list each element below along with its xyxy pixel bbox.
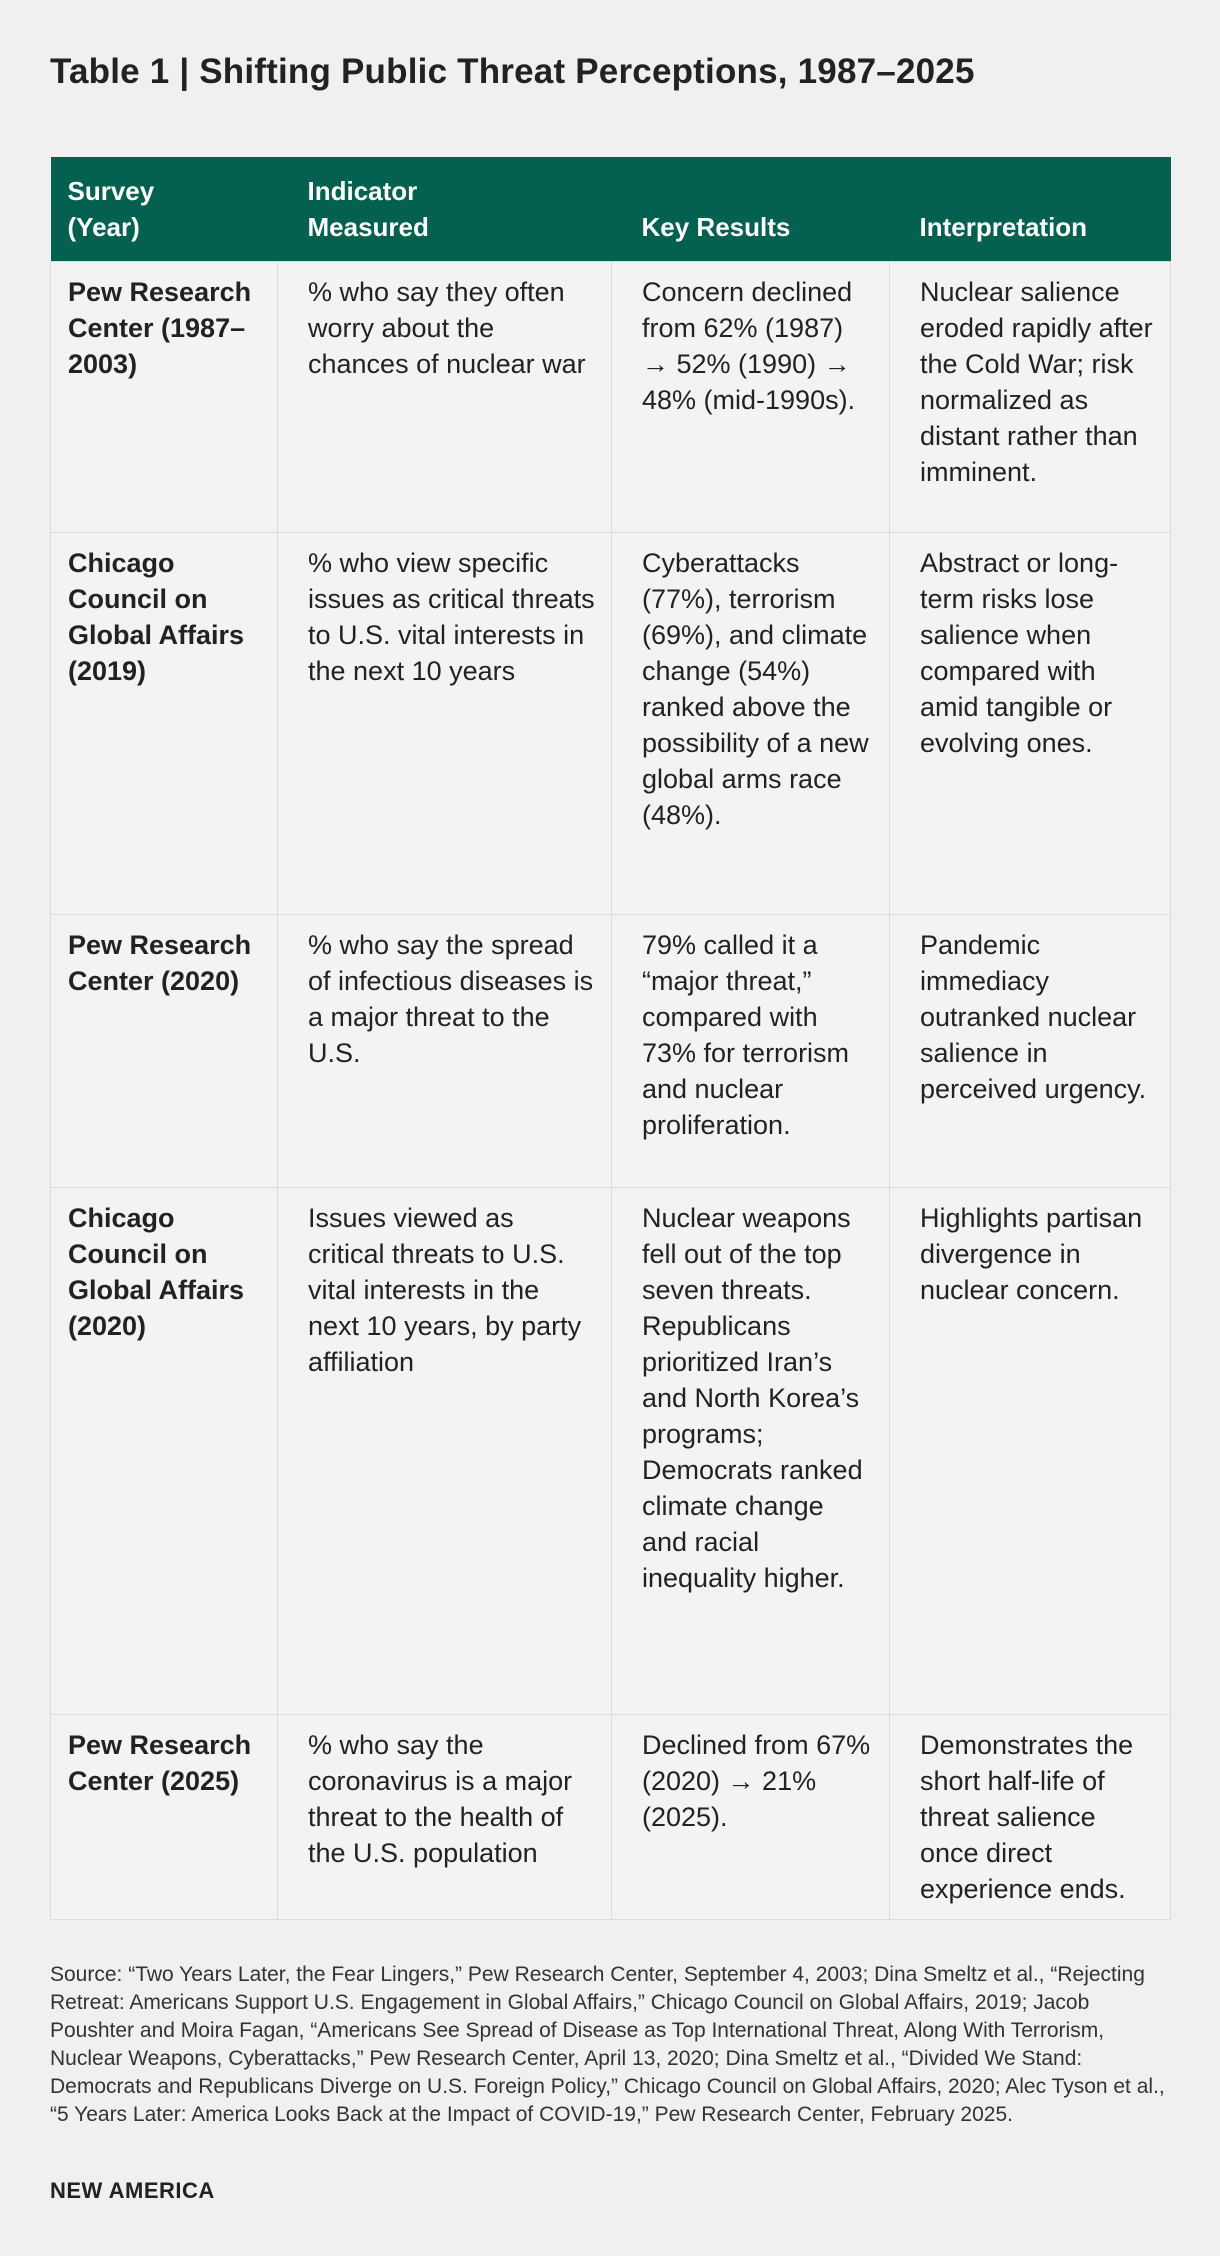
cell-results: Concern declined from 62% (1987) → 52% (1990) → 48% (mid-1990s). <box>612 261 890 532</box>
cell-indicator: % who view specific issues as critical threats to U.S. vital interests in the next 10 years <box>278 532 612 914</box>
header-indicator-measured: Indicator Measured <box>278 157 612 261</box>
cell-results: Nuclear weapons fell out of the top seven threats. Republicans prioritized Iran’s and North Korea’s programs; Democrats ranked climate change and racial inequality higher. <box>612 1187 890 1714</box>
table-row <box>51 532 1171 914</box>
cell-survey: Chicago Council on Global Affairs (2019) <box>51 532 278 914</box>
header-key-results: Key Results <box>612 157 890 261</box>
cell-survey: Pew Research Center (2025) <box>51 1714 278 1919</box>
threat-perceptions-table <box>50 157 1171 1920</box>
table-row <box>51 914 1171 1187</box>
cell-indicator: % who say the spread of infectious diseases is a major threat to the U.S. <box>278 914 612 1187</box>
cell-interpretation: Highlights partisan divergence in nuclear concern. <box>890 1187 1171 1714</box>
table-header <box>51 157 1171 261</box>
table-row <box>51 261 1171 532</box>
cell-interpretation: Pandemic immediacy outranked nuclear salience in perceived urgency. <box>890 914 1171 1187</box>
cell-indicator: % who say the coronavirus is a major threat to the health of the U.S. population <box>278 1714 612 1919</box>
cell-indicator: % who say they often worry about the chances of nuclear war <box>278 261 612 532</box>
table-title: Table 1 | Shifting Public Threat Perceptions, 1987–2025 <box>50 52 975 91</box>
table-row <box>51 1714 1171 1919</box>
cell-results: Declined from 67% (2020) → 21% (2025). <box>612 1714 890 1919</box>
cell-interpretation: Nuclear salience eroded rapidly after the Cold War; risk normalized as distant rather than imminent. <box>890 261 1171 532</box>
cell-results: Cyberattacks (77%), terrorism (69%), and climate change (54%) ranked above the possibility of a new global arms race (48%). <box>612 532 890 914</box>
table-body <box>51 261 1171 1919</box>
table-row <box>51 1187 1171 1714</box>
header-survey-year: Survey (Year) <box>51 157 278 261</box>
brand-wordmark: NEW AMERICA <box>50 2178 215 2203</box>
cell-survey: Pew Research Center (2020) <box>51 914 278 1187</box>
cell-interpretation: Abstract or long-term risks lose salience when compared with amid tangible or evolving ones. <box>890 532 1171 914</box>
cell-indicator: Issues viewed as critical threats to U.S. vital interests in the next 10 years, by party affiliation <box>278 1187 612 1714</box>
cell-interpretation: Demonstrates the short half-life of threat salience once direct experience ends. <box>890 1714 1171 1919</box>
header-interpretation: Interpretation <box>890 157 1171 261</box>
source-note: Source: “Two Years Later, the Fear Lingers,” Pew Research Center, September 4, 2003; Dina Smeltz et al., “Rejecting Retreat: Americans Support U.S. Engagement in Global Affairs,” Chicago Council on Global Affairs, 2019; Jacob Poushter and Moira Fagan, “Americans See Spread of Disease as Top International Threat, Along With Terrorism, Nuclear Weapons, Cyberattacks,” Pew Research Center, April 13, 2020; Dina Smeltz et al., “Divided We Stand: Democrats and Republicans Diverge on U.S. Foreign Policy,” Chicago Council on Global Affairs, 2020; Alec Tyson et al., “5 Years Later: America Looks Back at the Impact of COVID-19,” Pew Research Center, February 2025. <box>50 1963 1165 2126</box>
cell-survey: Pew Research Center (1987–2003) <box>51 261 278 532</box>
cell-survey: Chicago Council on Global Affairs (2020) <box>51 1187 278 1714</box>
header-row <box>51 157 1171 261</box>
cell-results: 79% called it a “major threat,” compared with 73% for terrorism and nuclear proliferation. <box>612 914 890 1187</box>
